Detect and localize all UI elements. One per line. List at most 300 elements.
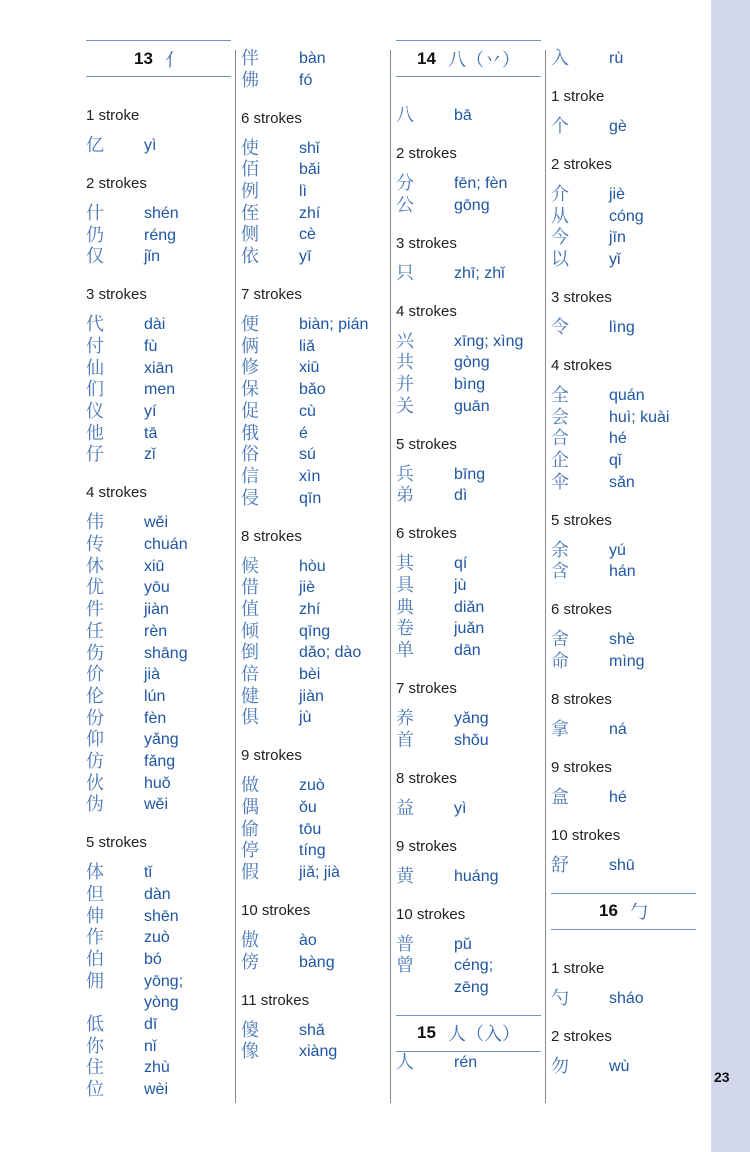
hanzi: 体 — [86, 862, 104, 884]
hanzi: 俩 — [241, 335, 259, 357]
hanzi: 健 — [241, 685, 259, 707]
stroke-group — [396, 768, 541, 820]
character-entry — [241, 48, 386, 70]
pinyin: huáng — [454, 867, 499, 885]
hanzi: 佛 — [241, 69, 259, 91]
character-entry — [241, 357, 386, 379]
pinyin: hé — [609, 788, 627, 806]
hanzi: 余 — [551, 539, 569, 561]
stroke-group — [241, 526, 386, 729]
hanzi: 仙 — [86, 357, 104, 379]
hanzi: 作 — [86, 927, 104, 949]
character-entry — [86, 401, 231, 423]
hanzi: 拿 — [551, 718, 569, 740]
hanzi: 关 — [396, 395, 414, 417]
hanzi: 代 — [86, 314, 104, 336]
stroke-group — [241, 745, 386, 883]
character-entry — [241, 840, 386, 862]
pinyin: shēn — [144, 907, 179, 925]
hanzi: 什 — [86, 202, 104, 224]
hanzi: 侄 — [241, 202, 259, 224]
hanzi: 倒 — [241, 642, 259, 664]
character-entry — [241, 556, 386, 578]
character-entry — [86, 708, 231, 730]
character-entry — [551, 116, 696, 138]
character-entry — [86, 884, 231, 906]
character-entry — [86, 336, 231, 358]
character-entry — [86, 621, 231, 643]
pinyin: fèn — [144, 709, 167, 727]
hanzi: 位 — [86, 1079, 104, 1101]
pinyin: gè — [609, 117, 627, 135]
character-entry — [86, 556, 231, 578]
hanzi: 伙 — [86, 772, 104, 794]
character-entry — [86, 643, 231, 665]
pinyin: yōu — [144, 579, 170, 597]
hanzi: 只 — [396, 262, 414, 284]
stroke-count-label: 6 strokes — [396, 525, 457, 543]
pinyin: xìn — [299, 467, 321, 485]
character-entry — [241, 444, 386, 466]
character-entry — [241, 797, 386, 819]
pinyin: jiàn — [144, 601, 169, 619]
character-entry-continued — [86, 992, 231, 1014]
character-entry — [396, 553, 541, 575]
hanzi: 伞 — [551, 471, 569, 493]
radical-glyph: 八（丷） — [447, 49, 520, 70]
hanzi: 单 — [396, 640, 414, 662]
character-entry — [551, 629, 696, 651]
column-divider — [545, 50, 546, 1103]
pinyin: jià — [144, 666, 161, 684]
pinyin: sǎn — [609, 473, 635, 491]
character-entry — [86, 534, 231, 556]
stroke-count-label: 8 strokes — [551, 690, 612, 708]
stroke-count-label: 6 strokes — [551, 601, 612, 619]
pinyin: dài — [144, 316, 166, 334]
hanzi: 价 — [86, 664, 104, 686]
character-entry — [551, 540, 696, 562]
stroke-group — [396, 301, 541, 418]
stroke-group — [396, 678, 541, 751]
character-entry — [241, 488, 386, 510]
character-entry — [86, 135, 231, 157]
character-entry — [396, 1052, 541, 1074]
character-entry — [241, 862, 386, 884]
character-entry — [551, 472, 696, 494]
stroke-count-label: 2 strokes — [551, 155, 612, 173]
pinyin: bìng — [454, 375, 486, 393]
character-entry — [86, 773, 231, 795]
pinyin: hòu — [299, 557, 326, 575]
character-entry — [86, 927, 231, 949]
pinyin: jiè — [609, 185, 626, 203]
pinyin: qí — [454, 555, 468, 573]
character-entry — [86, 794, 231, 816]
radical-glyph: 人（入） — [447, 1024, 520, 1045]
pinyin: gòng — [454, 354, 490, 372]
hanzi: 伴 — [241, 48, 259, 69]
pinyin: gōng — [454, 196, 490, 214]
character-entry — [551, 317, 696, 339]
hanzi: 全 — [551, 384, 569, 406]
stroke-count-label: 5 strokes — [396, 435, 457, 453]
stroke-group — [551, 1026, 696, 1078]
hanzi: 曾 — [396, 955, 414, 977]
character-entry — [241, 664, 386, 686]
stroke-group — [241, 900, 386, 973]
character-entry — [86, 664, 231, 686]
pinyin: jiàn — [299, 687, 324, 705]
pinyin: guān — [454, 397, 490, 415]
hanzi: 你 — [86, 1035, 104, 1057]
hanzi: 停 — [241, 840, 259, 862]
pinyin: quán — [609, 386, 645, 404]
hanzi: 倍 — [241, 663, 259, 685]
pinyin: wěi — [144, 514, 169, 532]
hanzi: 住 — [86, 1057, 104, 1079]
pinyin: ǒu — [299, 799, 317, 816]
character-entry — [396, 575, 541, 597]
stroke-group — [396, 523, 541, 661]
pinyin: qīn — [299, 489, 322, 507]
stroke-count-label: 3 strokes — [551, 288, 612, 306]
pinyin: bīng — [454, 465, 486, 483]
pinyin: shǎ — [299, 1021, 325, 1039]
character-entry — [86, 203, 231, 225]
stroke-group — [396, 434, 541, 507]
hanzi: 舒 — [551, 854, 569, 876]
hanzi: 但 — [86, 883, 104, 905]
pinyin: fó — [299, 71, 313, 89]
character-entry — [241, 138, 386, 160]
stroke-count-label: 5 strokes — [86, 834, 147, 852]
character-entry — [86, 729, 231, 751]
pinyin: xiū — [144, 557, 165, 575]
hanzi: 分 — [396, 172, 414, 194]
character-entry — [551, 407, 696, 429]
hanzi: 佰 — [241, 159, 259, 181]
hanzi: 傻 — [241, 1019, 259, 1041]
pinyin: jù — [454, 576, 467, 594]
hanzi: 盒 — [551, 786, 569, 808]
column-3 — [396, 40, 541, 1090]
character-entry — [396, 173, 541, 195]
pinyin: hán — [609, 563, 636, 581]
pinyin: shǒu — [454, 731, 489, 749]
pinyin: xiū — [299, 359, 320, 377]
character-entry — [86, 686, 231, 708]
stroke-group — [396, 143, 541, 216]
hanzi: 介 — [551, 183, 569, 205]
hanzi: 舍 — [551, 629, 569, 651]
stroke-group — [551, 958, 696, 1010]
stroke-count-label: 5 strokes — [551, 511, 612, 529]
hanzi: 个 — [551, 115, 569, 137]
pinyin: bā — [454, 107, 472, 124]
character-entry — [241, 707, 386, 729]
character-entry — [551, 450, 696, 472]
pinyin: dān — [454, 642, 481, 660]
hanzi: 养 — [396, 708, 414, 729]
pinyin: dì — [454, 487, 468, 505]
stroke-group — [551, 48, 696, 70]
hanzi: 付 — [86, 335, 104, 357]
hanzi: 具 — [396, 574, 414, 596]
character-entry — [396, 640, 541, 662]
character-entry — [396, 396, 541, 418]
stroke-count-label: 2 strokes — [86, 174, 147, 192]
hanzi: 伦 — [86, 685, 104, 707]
hanzi: 休 — [86, 555, 104, 577]
stroke-group — [551, 510, 696, 583]
hanzi: 候 — [241, 555, 259, 577]
pinyin: fēn; fèn — [454, 174, 508, 192]
radical-glyph: 亻 — [164, 49, 183, 70]
stroke-count-label: 8 strokes — [241, 527, 302, 545]
hanzi: 益 — [396, 797, 414, 819]
character-entry — [241, 246, 386, 268]
hanzi: 共 — [396, 352, 414, 374]
pinyin: men — [144, 381, 176, 399]
hanzi: 伟 — [86, 512, 104, 534]
pinyin: zuò — [299, 777, 325, 795]
hanzi: 仍 — [86, 224, 104, 246]
pinyin: lìng — [609, 318, 635, 336]
stroke-group — [551, 689, 696, 741]
hanzi-spacer — [86, 992, 144, 1014]
hanzi: 俱 — [241, 707, 259, 729]
stroke-group — [396, 1052, 541, 1074]
hanzi: 倾 — [241, 620, 259, 642]
character-entry — [86, 862, 231, 884]
pinyin: jīn — [609, 229, 626, 247]
pinyin: é — [299, 424, 308, 442]
hanzi: 傲 — [241, 930, 259, 952]
hanzi: 便 — [241, 314, 259, 336]
hanzi: 优 — [86, 577, 104, 599]
stroke-group — [86, 482, 231, 816]
character-entry — [551, 385, 696, 407]
pinyin: bó — [144, 951, 162, 969]
character-entry — [241, 401, 386, 423]
stroke-count-label: 9 strokes — [396, 837, 457, 855]
character-entry — [241, 930, 386, 952]
hanzi: 俄 — [241, 422, 259, 444]
hanzi: 侵 — [241, 487, 259, 509]
hanzi: 们 — [86, 379, 104, 401]
character-entry — [551, 206, 696, 228]
character-entry — [86, 1014, 231, 1036]
page-number: 23 — [714, 1069, 730, 1085]
character-entry — [396, 195, 541, 217]
character-entry — [396, 464, 541, 486]
column-divider — [390, 50, 391, 1103]
page-edge-tab — [711, 0, 750, 1152]
character-entry — [396, 263, 541, 285]
hanzi: 他 — [86, 422, 104, 444]
character-entry — [396, 730, 541, 752]
stroke-group — [396, 105, 541, 127]
radical-number: 15 — [417, 1023, 436, 1043]
pinyin: tā — [144, 424, 158, 442]
pinyin: qīng — [299, 622, 331, 640]
pinyin: réng — [144, 226, 177, 244]
character-entry — [86, 225, 231, 247]
hanzi: 假 — [241, 862, 259, 884]
hanzi: 依 — [241, 246, 259, 268]
pinyin: fǎng — [144, 752, 176, 770]
radical-section-header — [86, 40, 231, 77]
character-entry — [86, 444, 231, 466]
pinyin: yì — [454, 799, 467, 817]
hanzi: 傍 — [241, 951, 259, 973]
stroke-count-label: 8 strokes — [396, 769, 457, 787]
character-entry — [551, 719, 696, 741]
hanzi-spacer — [396, 977, 454, 999]
hanzi: 偷 — [241, 818, 259, 840]
character-entry — [241, 181, 386, 203]
character-entry — [86, 423, 231, 445]
hanzi: 份 — [86, 707, 104, 729]
stroke-group — [551, 154, 696, 271]
character-entry — [241, 1041, 386, 1063]
hanzi: 含 — [551, 561, 569, 583]
hanzi: 借 — [241, 577, 259, 599]
stroke-count-label: 1 stroke — [86, 107, 140, 124]
stroke-count-label: 2 strokes — [551, 1027, 612, 1045]
hanzi: 伪 — [86, 794, 104, 816]
character-entry — [86, 906, 231, 928]
character-entry — [241, 621, 386, 643]
character-entry — [396, 955, 541, 977]
pinyin: huì; kuài — [609, 408, 670, 426]
character-entry — [86, 599, 231, 621]
pinyin: wěi — [144, 796, 169, 814]
stroke-group — [551, 825, 696, 877]
pinyin: zhí — [299, 204, 321, 222]
stroke-group — [396, 904, 541, 999]
hanzi: 件 — [86, 599, 104, 621]
stroke-group — [551, 86, 696, 138]
hanzi: 勺 — [551, 987, 569, 1009]
pinyin: yòng — [144, 994, 179, 1012]
stroke-group — [241, 48, 386, 91]
hanzi: 仅 — [86, 246, 104, 268]
hanzi: 入 — [551, 48, 569, 69]
pinyin: chuán — [144, 536, 188, 554]
character-entry — [241, 775, 386, 797]
hanzi: 值 — [241, 598, 259, 620]
hanzi: 兵 — [396, 463, 414, 485]
stroke-group — [241, 284, 386, 509]
pinyin: wù — [609, 1057, 630, 1075]
pinyin: wèi — [144, 1081, 169, 1099]
hanzi: 普 — [396, 933, 414, 955]
hanzi: 任 — [86, 620, 104, 642]
hanzi: 公 — [396, 194, 414, 216]
character-entry — [396, 485, 541, 507]
pinyin: liǎ — [299, 337, 316, 355]
character-entry — [86, 314, 231, 336]
character-entry — [241, 1020, 386, 1042]
pinyin: sú — [299, 446, 316, 464]
character-entry — [396, 105, 541, 127]
stroke-count-label: 7 strokes — [396, 680, 457, 698]
pinyin: zhí — [299, 600, 321, 618]
hanzi: 传 — [86, 534, 104, 556]
hanzi: 令 — [551, 316, 569, 338]
pinyin: shāng — [144, 644, 188, 662]
hanzi: 合 — [551, 428, 569, 450]
stroke-group — [241, 990, 386, 1063]
pinyin: yì — [144, 136, 157, 154]
stroke-group — [551, 599, 696, 672]
pinyin: jù — [299, 709, 312, 727]
pinyin: zēng — [454, 978, 489, 996]
character-entry — [396, 374, 541, 396]
hanzi: 首 — [396, 729, 414, 751]
stroke-count-label: 9 strokes — [551, 758, 612, 776]
pinyin: zhī; zhǐ — [454, 264, 505, 282]
stroke-group — [396, 836, 541, 888]
hanzi: 信 — [241, 465, 259, 487]
stroke-group — [86, 832, 231, 1101]
hanzi: 仿 — [86, 750, 104, 772]
stroke-count-label: 1 stroke — [551, 87, 605, 105]
character-entry — [86, 1057, 231, 1079]
pinyin: biàn; pián — [299, 316, 369, 334]
pinyin: cù — [299, 402, 316, 420]
pinyin: jiǎ; jià — [299, 864, 340, 882]
pinyin: dàn — [144, 885, 171, 903]
pinyin: rèn — [144, 622, 168, 640]
character-entry — [396, 866, 541, 888]
pinyin: dī — [144, 1016, 158, 1034]
pinyin: yī — [299, 248, 312, 266]
radical-number: 14 — [417, 48, 436, 68]
pinyin: ná — [609, 720, 627, 738]
pinyin: jǐn — [144, 248, 161, 266]
character-entry — [86, 949, 231, 971]
hanzi: 人 — [396, 1051, 414, 1073]
character-entry — [86, 379, 231, 401]
pinyin: zuò — [144, 929, 170, 947]
stroke-count-label: 3 strokes — [86, 286, 147, 304]
pinyin: xīng; xìng — [454, 332, 524, 350]
character-entry — [551, 651, 696, 673]
pinyin: bàng — [299, 953, 335, 971]
pinyin: lì — [299, 183, 307, 201]
character-entry — [86, 1079, 231, 1101]
stroke-count-label: 3 strokes — [396, 234, 457, 252]
character-entry — [241, 203, 386, 225]
pinyin: céng; — [454, 957, 494, 975]
pinyin: rén — [454, 1053, 478, 1071]
character-entry — [241, 642, 386, 664]
stroke-count-label: 4 strokes — [396, 302, 457, 320]
hanzi: 保 — [241, 379, 259, 401]
character-entry — [396, 352, 541, 374]
character-entry — [241, 336, 386, 358]
radical-section-header — [396, 40, 541, 77]
character-entry — [241, 466, 386, 488]
hanzi: 企 — [551, 450, 569, 471]
pinyin: nǐ — [144, 1037, 157, 1055]
pinyin: bǎi — [299, 161, 321, 179]
radical-glyph: 勹 — [629, 902, 648, 923]
pinyin: yǐ — [609, 251, 621, 268]
